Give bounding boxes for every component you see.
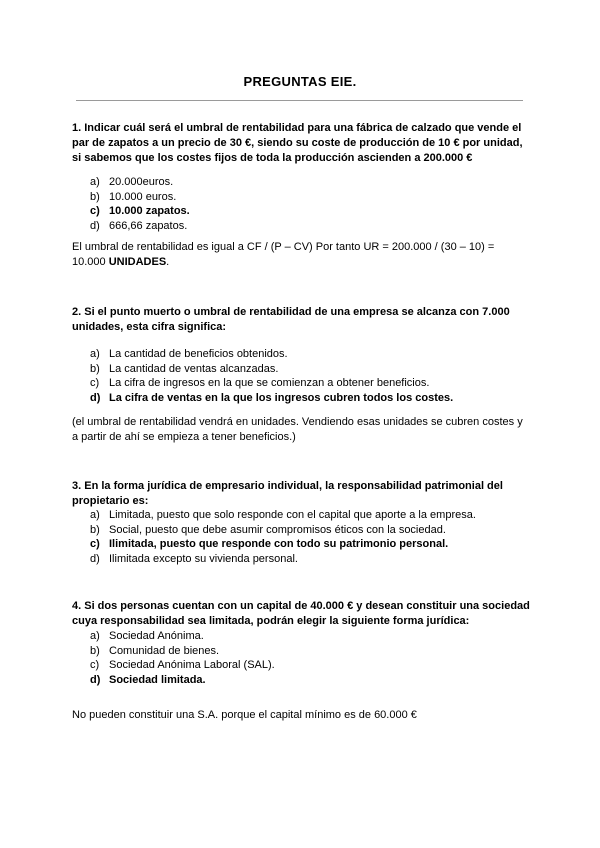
question-4-note: No pueden constituir una S.A. porque el capital mínimo es de 60.000 € — [72, 709, 417, 721]
option-3d: d) Ilimitada excepto su vivienda personal. — [90, 552, 298, 565]
question-3-options — [90, 508, 550, 566]
option-2c: c) La cifra de ingresos en la que se comienzan a obtener beneficios. — [90, 377, 430, 389]
title-divider — [76, 100, 523, 101]
option-3c-correct: c) Ilimitada, puesto que responde con todo su patrimonio personal. — [90, 538, 449, 550]
question-1-note: El umbral de rentabilidad es igual a CF / (P – CV) Por tanto UR = 200.000 / (30 – 10) = 10.000 UNIDADES. — [72, 241, 495, 268]
question-4-text: 4. Si dos personas cuentan con un capital de 40.000 € y desean constituir una sociedad cuya responsabilidad sea limitada, podrán elegir la siguiente forma jurídica: — [72, 600, 530, 627]
question-3-text: 3. En la forma jurídica de empresario individual, la responsabilidad patrimonial del propietario es: — [72, 480, 503, 507]
question-3 — [72, 479, 532, 509]
option-4b: b) Comunidad de bienes. — [90, 644, 220, 657]
question-2 — [72, 305, 532, 335]
option-1d: d) 666,66 zapatos. — [90, 219, 188, 232]
question-1 — [72, 121, 532, 166]
option-4a: a) Sociedad Anónima. — [90, 630, 204, 642]
option-4c: c) Sociedad Anónima Laboral (SAL). — [90, 659, 275, 671]
question-4 — [72, 599, 532, 629]
option-2b: b) La cantidad de ventas alcanzadas. — [90, 362, 279, 375]
question-1-options — [90, 175, 550, 233]
question-4-options — [90, 629, 550, 687]
question-2-text: 2. Si el punto muerto o umbral de rentabilidad de una empresa se alcanza con 7.000 unidades, esta cifra significa: — [72, 306, 510, 333]
option-4d-correct: d) Sociedad limitada. — [90, 673, 206, 686]
option-1c-correct: c) 10.000 zapatos. — [90, 205, 190, 217]
question-2-options — [90, 347, 550, 405]
option-1a: a) 20.000euros. — [90, 176, 174, 188]
question-2-note: (el umbral de rentabilidad vendrá en unidades. Vendiendo esas unidades se cubren costes y a partir de ahí se empieza a tener beneficios.) — [72, 416, 523, 443]
option-2a: a) La cantidad de beneficios obtenidos. — [90, 348, 288, 360]
option-1b: b) 10.000 euros. — [90, 190, 177, 203]
option-3a: a) Limitada, puesto que solo responde con el capital que aporte a la empresa. — [90, 509, 476, 521]
page-title: PREGUNTAS EIE. — [243, 74, 357, 89]
question-1-text: 1. Indicar cuál será el umbral de rentabilidad para una fábrica de calzado que vende el par de zapatos a un precio de 30 €, siendo su coste de producción de 10 € por unidad, si sabemos que los costes fijos de toda la producción ascienden a 200.000 € — [72, 122, 523, 164]
option-3b: b) Social, puesto que debe asumir compromisos éticos con la sociedad. — [90, 523, 446, 536]
option-2d-correct: d) La cifra de ventas en la que los ingresos cubren todos los costes. — [90, 391, 454, 404]
